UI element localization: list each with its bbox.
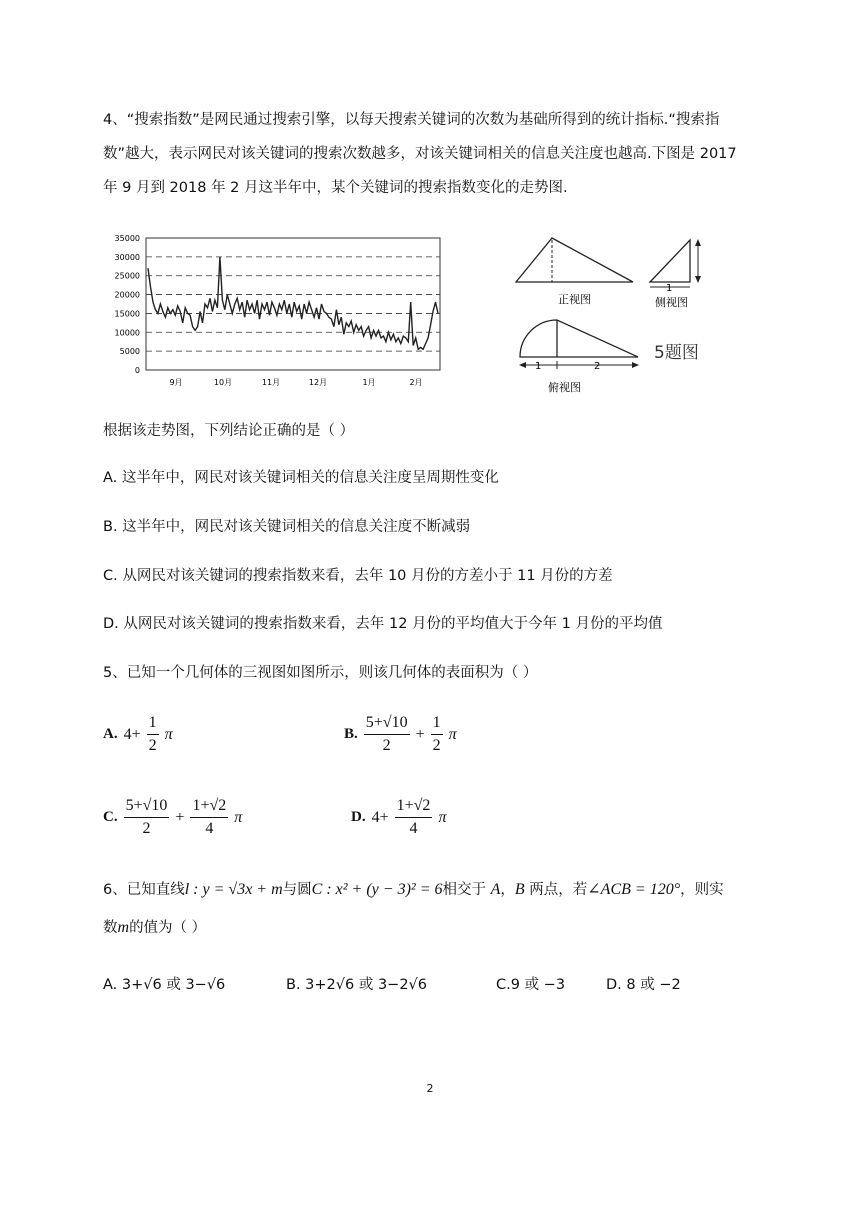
q6-point-b: B (514, 881, 525, 898)
q5-b-den-2: 2 (432, 737, 441, 754)
q6-option-c: C.9 或 −3 (496, 977, 566, 993)
q5-option-a (103, 712, 173, 757)
q6-stem-c: 相交于 (442, 882, 486, 898)
q5-d-num: 1+√2 (395, 795, 433, 818)
side-view-arrow-up (695, 239, 701, 246)
side-view-dim: 1 (666, 283, 673, 294)
q5-c-den: 2 (142, 820, 151, 837)
q6-option-a: A. 3+√6 或 3−√6 (103, 977, 226, 993)
chart-y-tick-label: 20000 (114, 290, 140, 300)
chart-x-tick-label: 2月 (409, 378, 423, 387)
chart-grid (146, 257, 440, 351)
top-view-outline (520, 320, 638, 357)
q5-c-den-2: 4 (205, 820, 214, 837)
chart-series-line (148, 257, 438, 349)
q5-a-pi: π (164, 725, 173, 743)
q5-d-pi: π (438, 808, 447, 826)
q6-point-a: A (490, 881, 501, 898)
q5-d-pre: 4+ (371, 808, 389, 826)
q5-c-plus: + (175, 808, 185, 826)
q6-stem-d: ， (500, 882, 515, 898)
q5-option-d (351, 795, 446, 840)
q6-line-equation: l : y = √3x + m (184, 881, 283, 898)
chart-y-ticks (115, 234, 140, 375)
q5-d-label: D. (351, 809, 366, 825)
q6-stem-a: 6、已知直线 (103, 882, 185, 898)
three-views-diagram (508, 230, 748, 405)
q5-c-num-2: 1+√2 (190, 795, 228, 818)
chart-x-tick-label: 10月 (213, 378, 233, 387)
top-view-dim-2: 2 (594, 361, 601, 372)
chart-y-tick-label: 10000 (114, 328, 140, 338)
q5-option-b (344, 712, 457, 757)
chart-x-tick-label: 1月 (362, 378, 376, 387)
page-number: 2 (426, 1082, 434, 1095)
q6-var-m: m (117, 919, 130, 936)
top-view-dim-1: 1 (535, 361, 542, 372)
q5-c-num: 5+√10 (124, 795, 170, 818)
chart-frame (146, 238, 440, 370)
q5-b-num: 5+√10 (364, 712, 410, 735)
top-view-arrow-right (632, 362, 639, 368)
front-view-label: 正视图 (558, 293, 591, 306)
chart-y-tick-label: 25000 (114, 271, 140, 281)
chart-y-tick-label: 30000 (114, 252, 140, 262)
q5-d-den: 4 (409, 820, 418, 837)
chart-x-labels (169, 378, 422, 387)
q5-stem: 5、已知一个几何体的三视图如图所示，则该几何体的表面积为（ ） (103, 665, 538, 681)
top-view-label: 俯视图 (548, 381, 581, 394)
q5-option-c (103, 795, 242, 840)
q5-b-fraction-2 (431, 712, 443, 757)
chart-y-tick-label: 15000 (114, 309, 140, 319)
chart-y-tick-label: 35000 (114, 234, 140, 243)
q5-c-pi: π (234, 808, 243, 826)
q5-a-label: A. (103, 726, 118, 742)
side-view-triangle (650, 240, 690, 282)
q5-a-fraction (147, 712, 159, 757)
q4-option-a: A. 这半年中，网民对该关键词相关的信息关注度呈周期性变化 (103, 470, 499, 486)
front-view-triangle (516, 238, 633, 282)
q6-option-b: B. 3+2√6 或 3−2√6 (286, 977, 428, 993)
q5-c-fraction (124, 795, 170, 840)
top-view-arrow-left (519, 362, 526, 368)
q5-b-plus: + (415, 725, 425, 743)
q6-stem-f: ，则实 (680, 882, 724, 898)
q6-line2-b: 的值为（ ） (129, 920, 207, 936)
q5-b-den: 2 (382, 737, 391, 754)
q5-b-fraction (364, 712, 410, 757)
side-view-label: 侧视图 (655, 296, 688, 309)
q5-a-pre: 4+ (123, 725, 141, 743)
chart-x-tick-label: 9月 (169, 378, 183, 387)
q5-a-num: 1 (147, 712, 159, 735)
q4-option-b: B. 这半年中，网民对该关键词相关的信息关注度不断减弱 (103, 519, 471, 535)
q4-option-d: D. 从网民对该关键词的搜索指数来看，去年 12 月份的平均值大于今年 1 月份的平均值 (103, 616, 663, 632)
chart-y-tick-label: 0 (134, 366, 140, 375)
q6-angle: ∠ACB = 120° (587, 881, 681, 898)
q4-line-2: 数”越大，表示网民对该关键词的搜索次数越多，对该关键词相关的信息关注度也越高.下图是 2017 (103, 146, 737, 162)
q5-b-num-2: 1 (431, 712, 443, 735)
q4-line-1: 4、“搜索指数”是网民通过搜索引擎，以每天搜索关键词的次数为基础所得到的统计指标.“搜索指 (103, 112, 720, 128)
q4-prompt: 根据该走势图，下列结论正确的是（ ） (103, 423, 355, 439)
q5-c-fraction-2 (190, 795, 228, 840)
q5-c-label: C. (103, 809, 118, 825)
chart-x-tick-label: 12月 (308, 378, 328, 387)
q5-d-fraction (395, 795, 433, 840)
q6-option-d: D. 8 或 −2 (606, 977, 681, 993)
q5-b-label: B. (344, 726, 358, 742)
q6-line-1 (103, 880, 724, 900)
side-view-arrow-down (695, 276, 701, 283)
q4-option-c: C. 从网民对该关键词的搜索指数来看，去年 10 月份的方差小于 11 月份的方差 (103, 568, 613, 584)
q5-a-den: 2 (148, 737, 157, 754)
q6-circle-equation: C : x² + (y − 3)² = 6 (311, 881, 443, 898)
search-index-chart (98, 228, 450, 396)
q4-line-3: 年 9 月到 2018 年 2 月这半年中，某个关键词的搜索指数变化的走势图. (103, 180, 568, 196)
chart-x-tick-label: 11月 (261, 378, 281, 387)
q6-line2-a: 数 (103, 920, 118, 936)
q5-b-pi: π (448, 725, 457, 743)
figure-label: 5题图 (654, 343, 699, 363)
q6-line-2 (103, 918, 206, 938)
q6-stem-b: 与圆 (282, 882, 312, 898)
chart-y-tick-label: 5000 (119, 347, 140, 357)
q6-stem-e: 两点，若 (529, 882, 588, 898)
